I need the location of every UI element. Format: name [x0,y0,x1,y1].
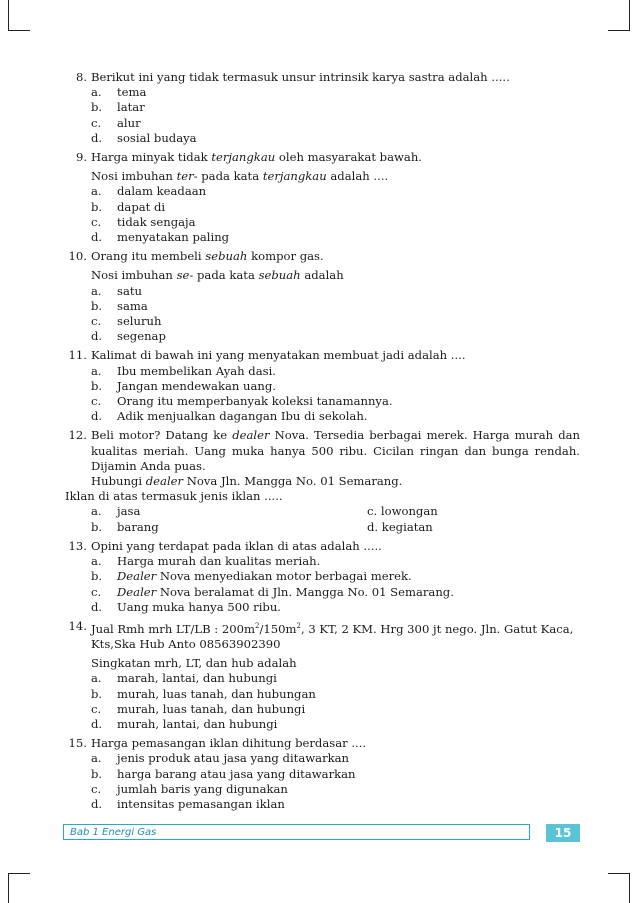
question-13 [65,539,580,615]
stem-emphasis: terjangkau [211,150,276,165]
option-d [91,600,580,615]
option-letter: d. [91,409,103,424]
option-c [91,394,580,409]
crop-mark-top-right-v [629,0,630,30]
question-number: 13. [68,538,87,553]
option-text: alur [117,115,141,130]
question-stem: Kalimat di bawah ini yang menyatakan membuat jadi adalah .... [91,348,466,363]
option-text: Jangan mendewakan uang. [117,378,276,393]
option-a [91,284,580,299]
option-c [91,116,580,131]
option-letter: c. [91,781,102,796]
option-b [91,100,580,115]
crop-mark-bottom-right-h [608,873,630,874]
option-letter: b. [91,199,103,214]
option-b [91,379,580,394]
stem-text: Jual Rmh mrh LT/LB : 200m [91,621,255,636]
stem-text: /150m [259,621,297,636]
option-text: Uang muka hanya 500 ribu. [117,599,281,614]
option-letter: a. [91,554,102,569]
option-a [91,85,580,100]
question-stem-line2 [91,474,580,489]
option-b [91,299,580,314]
question-number: 14. [68,618,87,633]
option-a [91,364,580,379]
option-text: marah, lantai, dan hubungi [117,671,277,686]
option-text: murah, luas tanah, dan hubungi [117,701,306,716]
stem-text: Hubungi [91,474,146,489]
question-stem [91,619,580,652]
option-text: Ibu membelikan Ayah dasi. [117,363,276,378]
chapter-label: Bab 1 Energi Gas [63,824,530,840]
option-letter: d. [91,797,103,811]
stem-emphasis: dealer [232,428,270,443]
option-text: Harga murah dan kualitas meriah. [117,554,321,569]
crop-mark-top-right-h [608,30,630,31]
option-d [91,797,580,812]
option-letter: a. [91,184,102,199]
question-number: 11. [68,348,87,363]
sub-text: Nosi imbuhan [91,169,177,184]
option-a [91,751,580,766]
option-emphasis: Dealer [117,584,157,599]
question-15 [65,736,580,812]
option-text: lowongan [380,504,438,519]
sub-emphasis: terjangkau [262,169,327,184]
option-letter: a. [91,283,102,298]
option-letter: c. [91,214,102,229]
question-9 [65,150,580,245]
option-text: segenap [117,329,166,344]
option-text: jenis produk atau jasa yang ditawarkan [117,751,350,766]
sub-text: pada kata [193,268,259,283]
crop-mark-top-left-h [8,30,30,31]
option-c [91,314,580,329]
option-letter: c. [91,394,102,409]
sub-text: Nosi imbuhan [91,268,177,283]
superscript: 2 [255,621,260,630]
stem-text: Nova Jln. Mangga No. 01 Semarang. [183,474,403,489]
question-number: 10. [68,249,87,264]
option-b [91,200,580,215]
option-d [91,131,580,146]
option-letter: d. [91,716,103,731]
option-text: latar [117,100,145,115]
option-letter: c. [91,314,102,329]
stem-emphasis: sebuah [205,249,248,264]
option-letter: c. [367,504,378,519]
question-number: 9. [75,150,87,165]
option-text: murah, luas tanah, dan hubungan [117,686,316,701]
stem-text: , 3 KT, 2 KM. Hrg 300 jt nego. Jln. Gatut Kaca, Kts,Ska Hub Anto 08563902390 [91,621,574,651]
crop-mark-top-left-v [8,0,9,30]
option-letter: a. [91,671,102,686]
option-a [91,184,580,199]
option-d [367,520,580,535]
option-letter: c. [91,701,102,716]
option-text: Nova beralamat di Jln. Mangga No. 01 Semarang. [156,584,454,599]
option-letter: b. [91,378,103,393]
option-text: satu [117,283,142,298]
sub-emphasis: se- [176,268,194,283]
stem-text: kompor gas. [247,249,324,264]
question-stem: Berikut ini yang tidak termasuk unsur intrinsik karya sastra adalah ..... [91,70,510,84]
option-a [91,671,580,686]
page-number: 15 [546,824,580,842]
crop-mark-bottom-left-v [8,873,9,903]
crop-mark-bottom-left-h [8,873,30,874]
sub-text: pada kata [197,169,263,184]
option-text: harga barang atau jasa yang ditawarkan [117,766,356,781]
option-letter: c. [91,584,102,599]
option-row-1 [91,504,580,519]
option-text: jasa [117,504,141,519]
question-subprompt [91,268,580,283]
option-c [367,504,580,519]
option-letter: d. [367,519,379,534]
page-footer [63,824,580,842]
option-emphasis: Dealer [117,569,157,584]
option-text: dalam keadaan [117,184,207,199]
option-letter: d. [91,130,103,145]
option-text: jumlah baris yang digunakan [117,781,288,796]
option-text: dapat di [117,199,166,214]
question-subprompt: Singkatan mrh, LT, dan hub adalah [91,656,297,671]
option-text: kegiatan [381,519,433,534]
option-d [91,409,580,424]
option-a [91,554,580,569]
option-text: tema [117,85,147,100]
option-b [91,687,580,702]
question-stem: Harga pemasangan iklan dihitung berdasar .... [91,736,367,751]
option-b [91,520,367,535]
question-stem [91,428,580,474]
option-letter: a. [91,751,102,766]
option-text: sosial budaya [117,130,197,145]
option-b [91,569,580,584]
crop-mark-bottom-right-v [629,873,630,903]
option-text: barang [117,519,159,534]
stem-text: oleh masyarakat bawah. [275,150,422,165]
option-text: murah, lantai, dan hubungi [117,716,278,731]
option-a [91,504,367,519]
question-subprompt [91,169,580,184]
question-number: 8. [75,70,87,84]
stem-text: Orang itu membeli [91,249,206,264]
option-b [91,767,580,782]
option-letter: a. [91,363,102,378]
option-letter: d. [91,599,103,614]
option-letter: b. [91,298,103,313]
option-letter: a. [91,85,102,100]
sub-emphasis: ter- [176,169,198,184]
option-text: menyatakan paling [117,230,230,245]
superscript: 2 [296,621,301,630]
question-prompt: Iklan di atas termasuk jenis iklan ..... [65,489,283,504]
sub-emphasis: sebuah [258,268,301,283]
sub-text: adalah [300,268,344,283]
option-letter: c. [91,115,102,130]
option-c [91,215,580,230]
option-text: Orang itu memperbanyak koleksi tanamannya. [117,394,393,409]
option-letter: a. [91,504,102,519]
question-list [65,70,580,816]
question-stem [91,150,580,165]
option-c [91,782,580,797]
option-c [91,702,580,717]
option-d [91,230,580,245]
option-text: seluruh [117,314,162,329]
question-8 [65,70,580,146]
question-number: 12. [68,428,87,443]
stem-text: Beli motor? Datang ke [91,428,233,443]
question-stem: Opini yang terdapat pada iklan di atas adalah ..... [91,538,382,553]
question-14 [65,619,580,732]
option-letter: d. [91,230,103,245]
option-letter: b. [91,100,103,115]
option-text: sama [117,298,148,313]
option-row-2 [91,520,580,535]
option-d [91,329,580,344]
stem-text: Nova. Tersedia berbagai merek. Harga murah dan kualitas meriah. Uang muka hanya 500 ribu. Cicilan ringan dan bunga rendah. Dijamin Anda puas. [91,428,580,473]
option-letter: b. [91,519,103,534]
sub-text: adalah .... [326,169,389,184]
option-text: Nova menyediakan motor berbagai merek. [156,569,412,584]
option-letter: b. [91,766,103,781]
stem-emphasis: dealer [145,474,184,489]
question-stem [91,249,580,264]
option-text: tidak sengaja [117,214,196,229]
option-letter: b. [91,569,103,584]
question-number: 15. [68,736,87,751]
question-11 [65,348,580,424]
option-text: Adik menjualkan dagangan Ibu di sekolah. [117,409,368,424]
option-d [91,717,580,732]
option-c [91,585,580,600]
question-10 [65,249,580,344]
question-12 [65,428,580,534]
stem-text: Harga minyak tidak [91,150,212,165]
option-text: intensitas pemasangan iklan [117,797,285,811]
option-letter: d. [91,329,103,344]
option-letter: b. [91,686,103,701]
